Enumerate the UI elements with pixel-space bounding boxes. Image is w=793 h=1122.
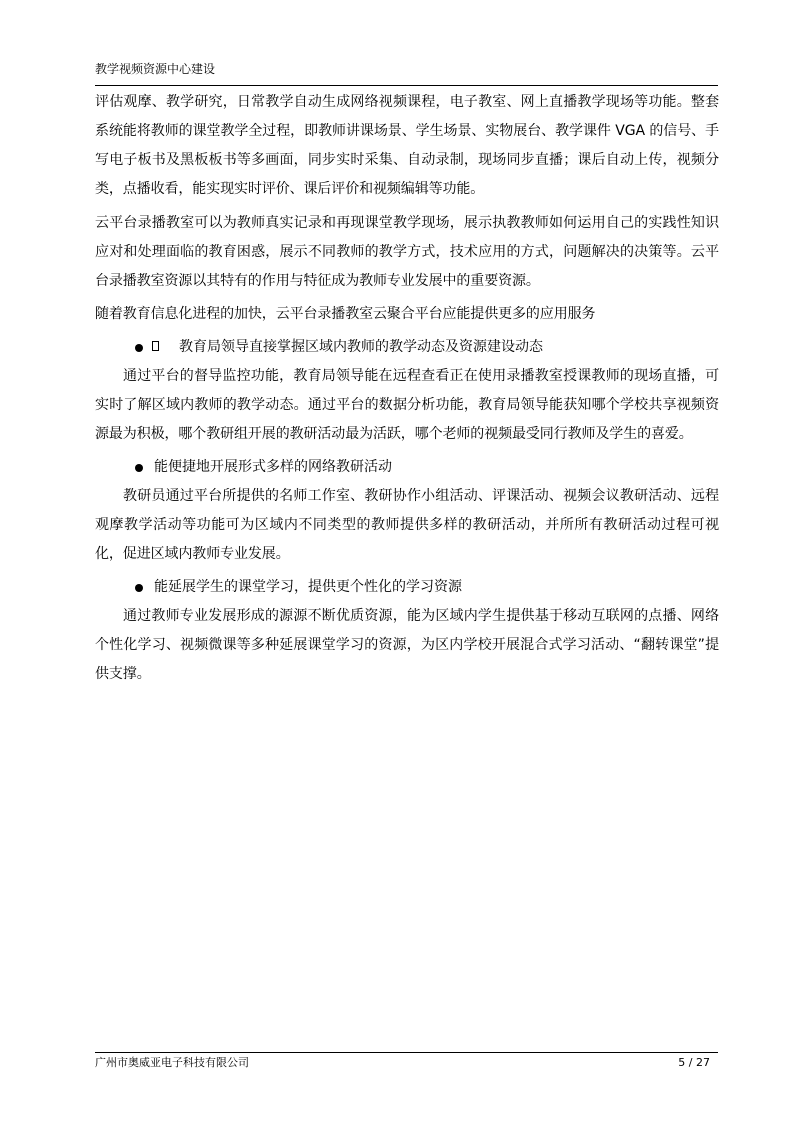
document-body [95,88,719,689]
bullet-item-1 [95,333,719,362]
paragraph-2: 云平台录播教室可以为教师真实记录和再现课堂教学现场，展示执教教师如何运用自己的实践性知识应对和处理面临的教育困惑，展示不同教师的教学方式，技术应用的方式，问题解决的决策等。云平台录播教室资源以其特有的作用与特征成为教师专业发展中的重要资源。 [95,215,719,289]
paragraph-4: 通过平台的督导监控功能，教育局领导能在远程查看正在使用录播教室授课教师的现场直播，可实时了解区域内教师的教学动态。通过平台的数据分析功能，教育局领导能获知哪个学校共享视频资源最为积极，哪个教研组开展的教研活动最为活跃，哪个老师的视频最受同行教师及学生的喜爱。 [95,368,719,442]
page-number: 5 / 27 [678,1056,710,1069]
paragraph-5: 教研员通过平台所提供的名师工作室、教研协作小组活动、评课活动、视频会议教研活动、远程观摩教学活动等功能可为区域内不同类型的教师提供多样的教研活动，并所所有教研活动过程可视化，促进区域内教师专业发展。 [95,488,719,562]
page-header [95,60,718,86]
bullet-item-3 [95,573,719,602]
page-footer [95,1052,718,1075]
bullet-dot-icon [135,584,143,592]
footer-company-name: 广州市奥威亚电子科技有限公司 [95,1056,249,1069]
bullet-dot-icon [135,344,143,352]
bullet-item-1-text: 教育局领导直接掌握区域内教师的教学动态及资源建设动态 [179,339,543,355]
bullet-dot-icon [135,464,143,472]
bullet-item-2 [95,453,719,482]
header-title: 教学视频资源中心建设 [95,62,216,76]
bullet-item-3-text: 能延展学生的课堂学习，提供更个性化的学习资源 [154,579,462,595]
missing-glyph-box-icon [152,341,159,351]
paragraph-1: 评估观摩、教学研究，日常教学自动生成网络视频课程，电子教室、网上直播教学现场等功能。整套系统能将教师的课堂教学全过程，即教师讲课场景、学生场景、实物展台、教学课件 VGA 的信号、手写电子板书及黑板板书等多画面，同步实时采集、自动录制，现场同步直播；课后自动上传，视频分类，点播收看，能实现实时评价、课后评价和视频编辑等功能。 [95,94,719,197]
paragraph-6: 通过教师专业发展形成的源源不断优质资源，能为区域内学生提供基于移动互联网的点播、网络个性化学习、视频微课等多种延展课堂学习的资源，为区内学校开展混合式学习活动、“翻转课堂”提供支撑。 [95,608,719,682]
bullet-item-2-text: 能便捷地开展形式多样的网络教研活动 [154,459,392,475]
paragraph-3: 随着教育信息化进程的加快，云平台录播教室云聚合平台应能提供更多的应用服务 [95,306,596,322]
